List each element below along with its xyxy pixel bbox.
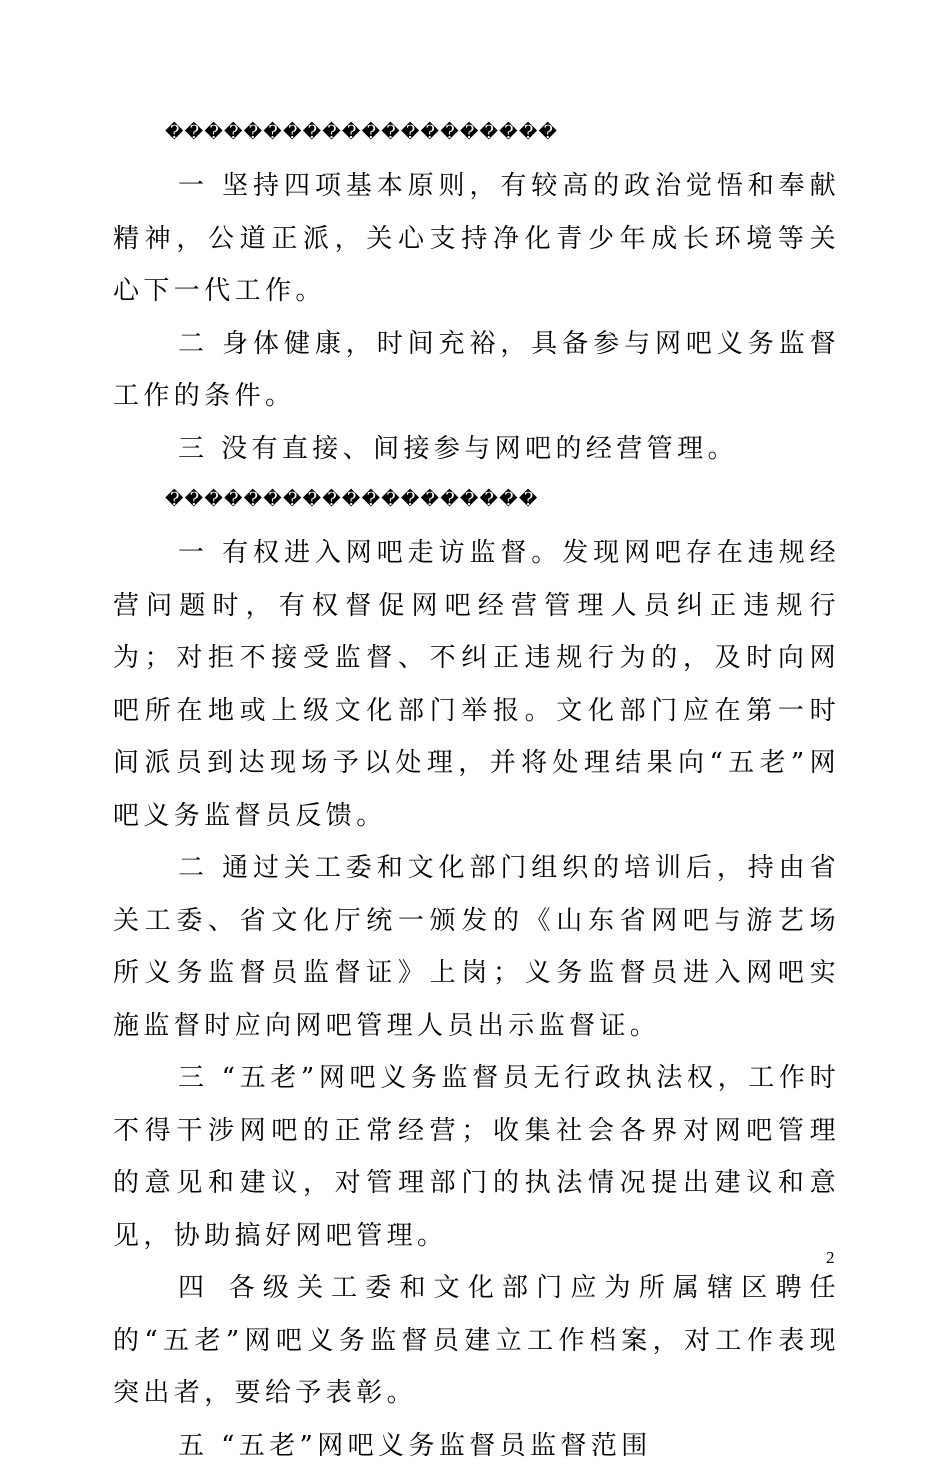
paragraph: 五 “五老”网吧义务监督员监督范围 (113, 1420, 840, 1472)
paragraph: 一 有权进入网吧走访监督。发现网吧存在违规经营问题时，有权督促网吧经营管理人员纠正违规行为；对拒不接受监督、不纠正违规行为的，及时向网吧所在地或上级文化部门举报。文化部门应在第一时间派员到达现场予以处理，并将处理结果向“五老”网吧义务监督员反馈。 (113, 527, 840, 842)
paragraph: 三 “五老”网吧义务监督员无行政执法权，工作时不得干涉网吧的正常经营；收集社会各界对网吧管理的意见和建议，对管理部门的执法情况提出建议和意见，协助搞好网吧管理。 (113, 1052, 840, 1262)
paragraph: 二 身体健康，时间充裕，具备参与网吧义务监督工作的条件。 (113, 318, 840, 423)
section-heading-duties: ������������������� (113, 479, 840, 521)
section-heading-qualifications: �������������������� (113, 112, 840, 154)
paragraph: 三 没有直接、间接参与网吧的经营管理。 (113, 423, 840, 476)
document-body (113, 112, 840, 1472)
paragraph: 一 坚持四项基本原则，有较高的政治觉悟和奉献精神，公道正派，关心支持净化青少年成长环境等关心下一代工作。 (113, 160, 840, 318)
paragraph: 四 各级关工委和文化部门应为所属辖区聘任的“五老”网吧义务监督员建立工作档案，对工作表现突出者，要给予表彰。 (113, 1262, 840, 1420)
page-number: 2 (826, 1248, 835, 1268)
paragraph: 二 通过关工委和文化部门组织的培训后，持由省关工委、省文化厅统一颁发的《山东省网吧与游艺场所义务监督员监督证》上岗；义务监督员进入网吧实施监督时应向网吧管理人员出示监督证。 (113, 842, 840, 1052)
